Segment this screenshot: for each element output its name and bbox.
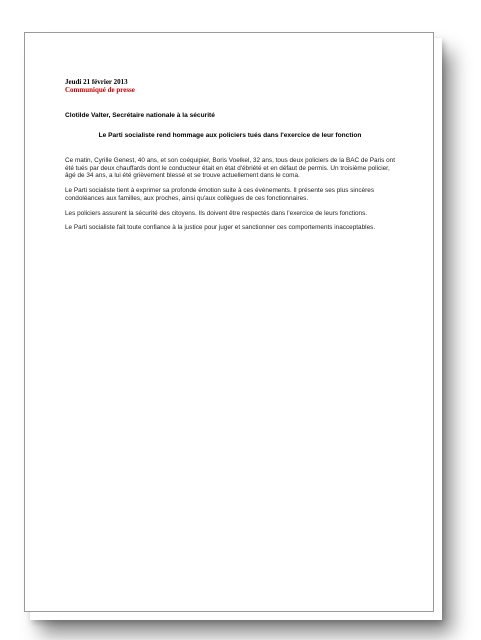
document-body: [65, 157, 397, 239]
paragraph: Ce matin, Cyrille Genest, 40 ans, et son coéquipier, Boris Voelkel, 32 ans, tous deux policiers de la BAC de Paris ont été tués par deux chauffards dont le conducteur était en état d'ébriété et en défaut de permis. Un troisième policier, âgé de 34 ans, a lui été grièvement blessé et se trouve actuellement dans le coma.: [65, 157, 396, 180]
document-header: [65, 78, 135, 94]
document-headline: Le Parti socialiste rend hommage aux policiers tués dans l'exercice de leur fonction: [98, 132, 362, 139]
document-page: [24, 32, 434, 612]
paragraph: Le Parti socialiste tient à exprimer sa profonde émotion suite à ces événements. Il présente ses plus sincères condoléances aux familles, aux proches, ainsi qu'aux collègues de ces fonctionnaires.: [65, 187, 375, 202]
paragraph: Le Parti socialiste fait toute confiance à la justice pour juger et sanctionner ces comportements inacceptables.: [65, 224, 376, 232]
document-date: Jeudi 21 février 2013: [65, 78, 128, 86]
document-author: Clotilde Valter, Secrétaire nationale à la sécurité: [65, 112, 215, 119]
paragraph: Les policiers assurent la sécurité des citoyens. Ils doivent être respectés dans l'exercice de leurs fonctions.: [65, 209, 368, 217]
document-type: Communiqué de presse: [65, 86, 135, 94]
